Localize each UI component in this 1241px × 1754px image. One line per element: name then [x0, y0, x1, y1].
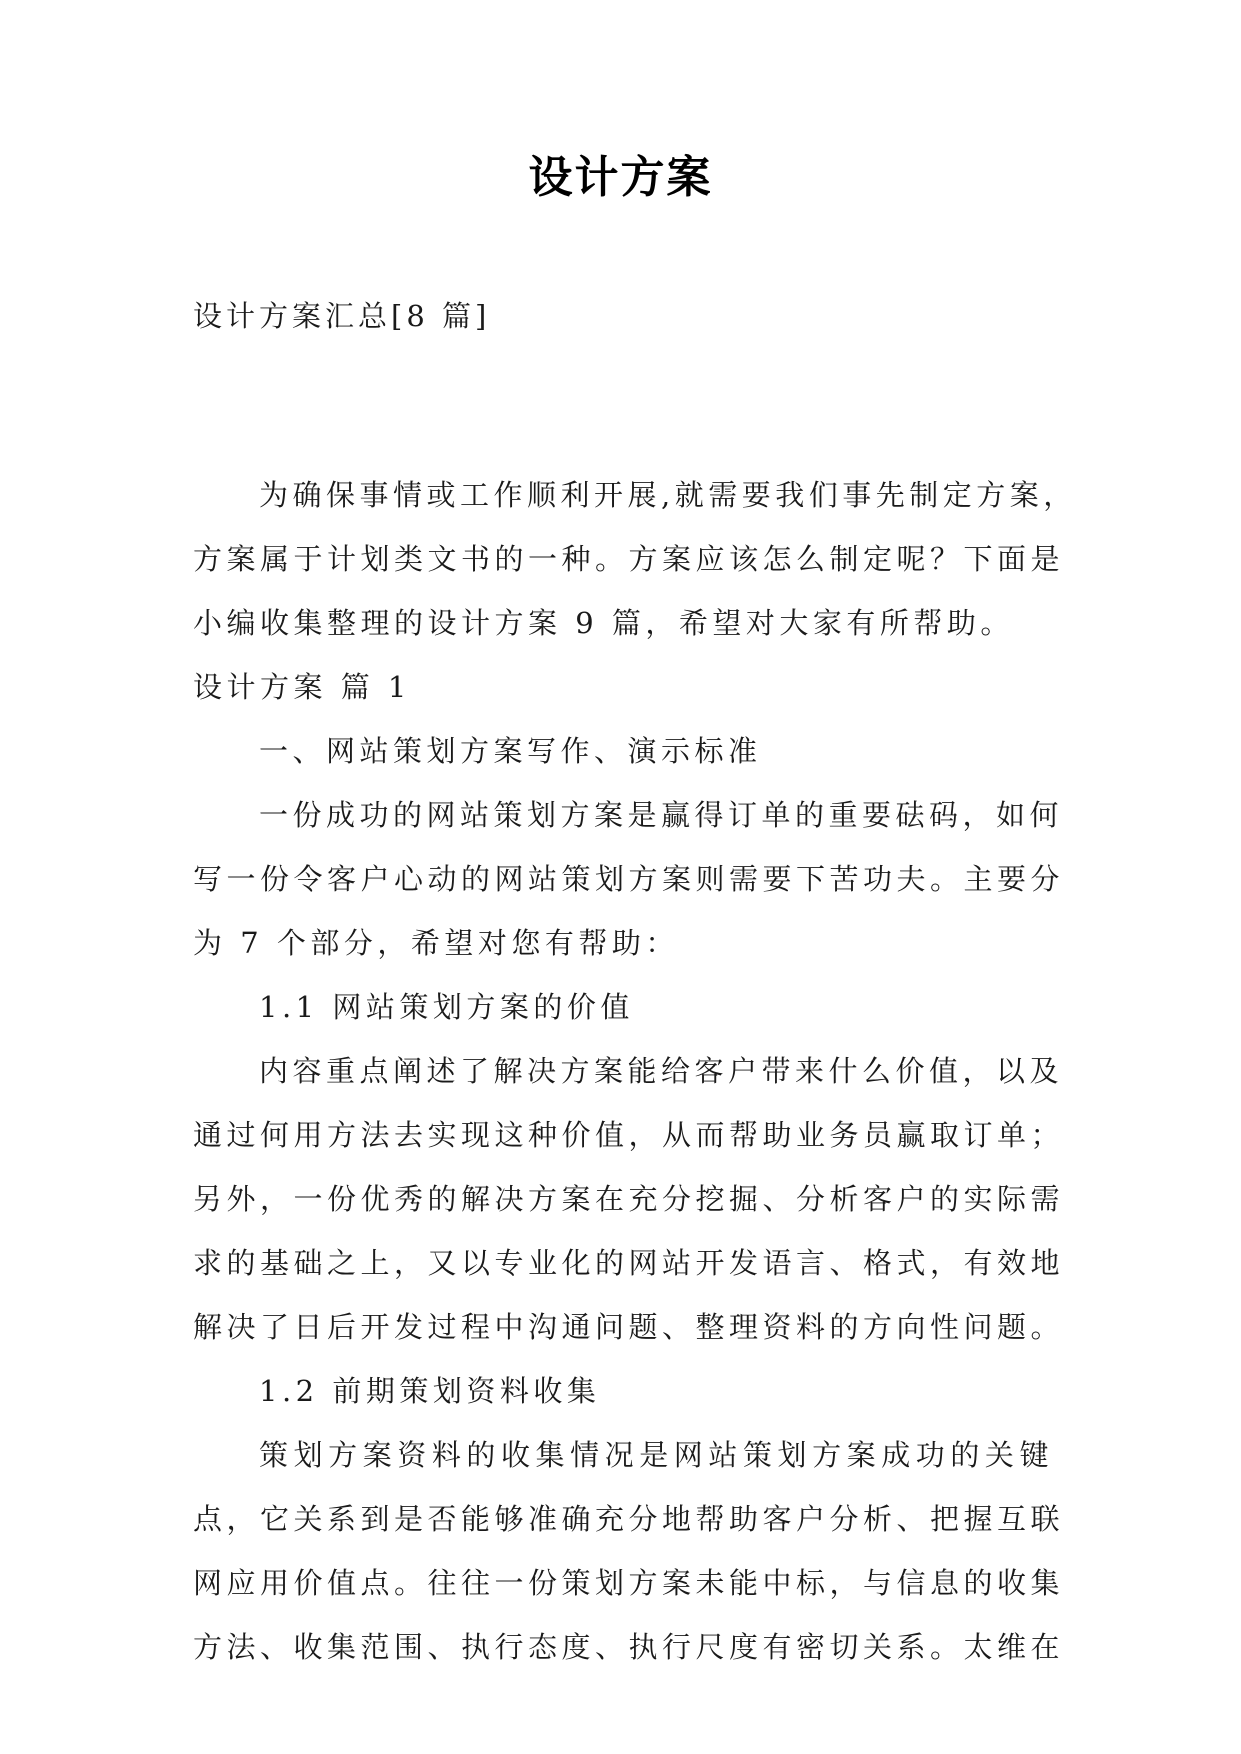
paragraph-line: 点，它关系到是否能够准确充分地帮助客户分析、把握互联 [193, 1502, 1065, 1536]
paragraph-line: 通过何用方法去实现这种价值，从而帮助业务员赢取订单； [193, 1118, 1065, 1152]
paragraph-line: 网应用价值点。往往一份策划方案未能中标，与信息的收集 [193, 1566, 1065, 1600]
document-title: 设计方案 [528, 152, 713, 203]
paragraph-line: 设计方案 篇 1 [193, 670, 411, 704]
paragraph-line: 为确保事情或工作顺利开展,就需要我们事先制定方案， [259, 478, 1077, 512]
paragraph-line: 1.1 网站策划方案的价值 [259, 990, 634, 1024]
paragraph-line: 小编收集整理的设计方案 9 篇，希望对大家有所帮助。 [193, 606, 1014, 640]
paragraph-line: 另外，一份优秀的解决方案在充分挖掘、分析客户的实际需 [193, 1182, 1065, 1216]
paragraph-line: 1.2 前期策划资料收集 [259, 1374, 601, 1408]
paragraph-line: 求的基础之上，又以专业化的网站开发语言、格式，有效地 [193, 1246, 1065, 1280]
paragraph-line: 方法、收集范围、执行态度、执行尺度有密切关系。太维在 [193, 1630, 1065, 1664]
paragraph-line: 解决了日后开发过程中沟通问题、整理资料的方向性问题。 [193, 1310, 1065, 1344]
paragraph-line: 内容重点阐述了解决方案能给客户带来什么价值，以及 [259, 1054, 1064, 1088]
document-subtitle: 设计方案汇总[8 篇] [193, 299, 491, 333]
paragraph-line: 一、网站策划方案写作、演示标准 [259, 734, 762, 768]
paragraph-line: 一份成功的网站策划方案是赢得订单的重要砝码，如何 [259, 798, 1064, 832]
paragraph-line: 写一份令客户心动的网站策划方案则需要下苦功夫。主要分 [193, 862, 1065, 896]
paragraph-line: 为 7 个部分，希望对您有帮助： [193, 926, 679, 960]
paragraph-line: 策划方案资料的收集情况是网站策划方案成功的关键 [259, 1438, 1053, 1472]
document-body [193, 463, 1077, 1679]
paragraph-line: 方案属于计划类文书的一种。方案应该怎么制定呢？下面是 [193, 542, 1065, 576]
